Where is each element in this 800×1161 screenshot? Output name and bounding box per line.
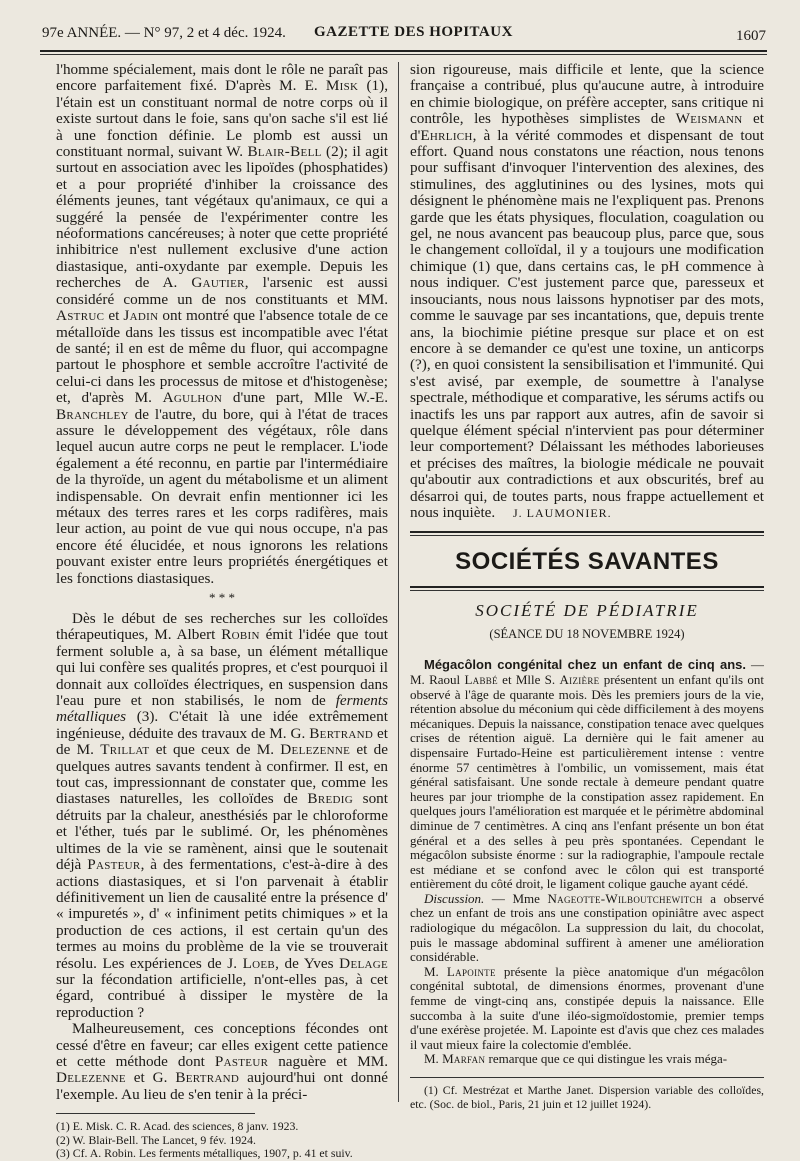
column-divider xyxy=(398,62,399,1102)
footnote-rule xyxy=(56,1113,255,1114)
society-title: SOCIÉTÉ DE PÉDIATRIE xyxy=(475,601,699,621)
footnote-rule xyxy=(410,1077,764,1078)
article-title: Mégacôlon congénital chez un enfant de cinq ans. xyxy=(424,657,747,673)
footnote: (2) W. Blair-Bell. The Lancet, 9 fév. 1924. xyxy=(56,1132,256,1147)
page-header xyxy=(42,22,766,48)
section-rule-thin xyxy=(410,590,764,591)
session-date: (SÉANCE DU 18 NOVEMBRE 1924) xyxy=(489,627,685,642)
section-title: SOCIÉTÉS SAVANTES xyxy=(455,548,719,576)
page-number: 1607 xyxy=(736,28,766,44)
header-rule-thin xyxy=(40,54,767,55)
paragraph: M. Lapointe présente la pièce anatomique d'un mégacôlon congénital subtotal, de dimensions énormes, provenant d'une femme de vingt-cinq ans, constipée depuis la naissance. Elle succomba à la suite d'une iléo-sigmoïdostomie, premier temps d'une exérèse projetée. M. Lapointe est d'avis que chez ces malades il vaut mieux faire la colectomie d'emblée. xyxy=(410,963,764,1052)
paragraph: Mégacôlon congénital chez un enfant de cinq ans. — M. Raoul Labbé et Mlle S. Aizière présentent un enfant qu'ils ont observé à l'âge de quarante mois. Dès les premiers jours de la vie, rétention absolue du méconium qui cède difficilement à des moyens mécaniques. Depuis la naissance, constipation tenace avec quelques crises de rétention aiguë. La dernière qui le fait amener au dispensaire Furtado-Heine est particulièrement intense : ventre énorme 57 centimètres à l'ombilic, un vomissement, mais état général satisfaisant. Une sonde rectale à demeure pendant quatre heures par jour triomphe de la constipation assez rapidement. En quelques jours l'amélioration est marquée et le périmètre abdominal diminue de 7 centimètres. A cinq ans l'enfant présente un bon état général et a des selles à peu près spontanées. Cependant le mégacôlon subsiste énorme : sur la radiographie, l'ampoule rectale est médiane et se confond avec le côlon qui est transporté entièrement du côté droit, le ligament colique gauche ayant cédé. xyxy=(410,657,764,892)
paragraph: M. Marfan remarque que ce qui distingue les vrais méga- xyxy=(424,1051,728,1067)
paragraph: sion rigoureuse, mais difficile et lente, que la science française a contribué, plus qu'aucune autre, à introduire en chimie biologique, on préfère accepter, sans critique ni contrôle, les hypothèses simplistes de Weismann et d'Ehrlich, à la vérité commodes et dispensant de tout effort. Quand nous constatons une réaction, nous tenons pour suffisant d'invoquer l'intervention des alexines, des stimulines, des agglutinines ou des lysines, mots qui désignent le phénomène mais ne l'expliquent pas. Prenons garde que les états physiques, floculation, coagulation ou gel, ne nous avancent pas beaucoup plus, parce que, sous le changement colloïdal, il y a toujours une modification chimique (1) que, dans certains cas, le pH commence à nous indiquer. C'est justement parce que, paresseux et insouciants, nous nous laissons hypnotiser par des mots, comme le sauvage par ses incantations, que, depuis trente ans, la biochimie piétine presque sur place et on est encore à se demander ce qu'est une toxine, un anticorps (?), en quoi consistent la sensibilisation et l'immunité. Qui s'est avisé, par exemple, de soumettre à l'analyse spectrale, méthodique et comparative, les sérums actifs ou inactifs les uns par rapport aux autres, afin de savoir si quelque élément spécial n'intervient pas pour déterminer leur comportement? Délaissant les méthodes laborieuses et précises des maîtres, la biologie médicale ne pouvait qu'aboutir aux contradictions et aux obscurités, bref au désarroi qui, de toutes parts, nous frappe actuellement et nous inquiète. J. LAUMONIER. xyxy=(410,62,764,521)
paragraph: Discussion. — Mme Nageotte-Wilboutchewitch a observé chez un enfant de trois ans une constipation opiniâtre avec aspect radiologique du mégacôlon. La suppression du lait, du chocolat, puis le massage abdominal suffirent à amener une amélioration considérable. xyxy=(410,890,764,965)
author-signature: J. LAUMONIER. xyxy=(513,505,612,520)
section-rule xyxy=(410,586,764,588)
footnote: (1) E. Misk. C. R. Acad. des sciences, 8 janv. 1923. xyxy=(56,1119,299,1134)
asterism: * * * xyxy=(209,590,235,605)
section-rule-thin xyxy=(410,535,764,536)
paragraph: Dès le début de ses recherches sur les colloïdes thérapeutiques, M. Albert Robin émit l'idée que tout ferment soluble a, à sa base, un élément métallique qui lui confère ses qualités propres, et c'est pourquoi il donnait aux colloïdes électriques, en suspension dans l'eau pure et non stabilisés, le nom de ferments métalliques (3). C'était là une idée extrêmement ingénieuse, déduite des travaux de M. G. Bertrand et de M. Trillat et que ceux de M. Delezenne et de quelques autres savants tendent à confirmer. Il est, en tout cas, impressionnant de constater que, comme les diastases naturelles, les colloïdes de Bredig sont détruits par la chaleur, anesthésiés par le chloroforme et l'éther, tués par le sublimé. Or, les phénomènes ultimes de la vie se ramènent, ainsi que le soutenait déjà Pasteur, à des fermentations, c'est-à-dire à des actions diastasiques, et si l'on parvenait à établir définitivement un lien de causalité entre la présence d' « impuretés », d' « infiniment petits chimiques » et la production de ces actions, il est certain qu'un des termes au moins du problème de la vie se trouverait résolu. Les expériences de J. Loeb, de Yves Delage sur la fécondation artificielle, n'ont-elles pas, à cet égard, contribué à dissiper le mystère de la reproduction ? xyxy=(56,610,388,1021)
section-rule xyxy=(410,531,764,533)
paragraph: l'homme spécialement, mais dont le rôle ne paraît pas encore parfaitement fixé. D'après M. E. Misk (1), l'étain est un constituant normal de notre corps où il existe surtout dans le foie, sans qu'on sache s'il est lié à une fonction définie. Le plomb est aussi un constituant normal, suivant W. Blair-Bell (2); il agit surtout en association avec les lipoïdes (phosphatides) et a pour propriété d'inhiber la croissance des éléments jeunes, tant végétaux qu'animaux, ce qui a suggéré la pensée de l'expérimenter contre les néoformations cancéreuses; à noter que cette propriété inhibitrice n'est nullement exclusive d'une action diastasique, anti-oxydante par exemple. Depuis les recherches de A. Gautier, l'arsenic est aussi considéré comme un de nos constituants et MM. Astruc et Jadin ont montré que l'absence totale de ce métalloïde dans les tissus est incompatible avec l'état de santé; il en est de même du fluor, qui accompagne partout le phosphore et semble accroître l'activité de celui-ci dans les processus de mitose et d'histogenèse; et, d'après M. Agulhon d'une part, Mlle W.-E. Branchley de l'autre, du bore, qui à l'état de traces assure le développement des végétaux, rôle dans lequel aucun autre corps ne peut le remplacer. L'iode également a été reconnu, en partie par l'intermédiaire de la thyroïde, un agent du métabolisme et un aliment indispensable. On devrait enfin mentionner ici les métaux des terres rares et les corps radifères, mais leur action, au point de vue qui nous occupe, n'a pas encore été élucidée, et nous ignorons les relations pouvant exister entre leurs propriétés énergétiques et les fonctions diastasiques. xyxy=(56,62,388,587)
footnote: (1) Cf. Mestrézat et Marthe Janet. Dispersion variable des colloïdes, etc. (Soc. de biol., Paris, 21 juin et 12 juillet 1924). xyxy=(410,1083,764,1111)
issue-info: 97e ANNÉE. — N° 97, 2 et 4 déc. 1924. xyxy=(42,25,286,41)
journal-title: GAZETTE DES HOPITAUX xyxy=(314,24,513,40)
right-column xyxy=(410,62,764,1111)
left-column xyxy=(56,62,388,1161)
footnote: (3) Cf. A. Robin. Les ferments métalliques, 1907, p. 41 et suiv. xyxy=(56,1146,353,1161)
paragraph: Malheureusement, ces conceptions fécondes ont cessé d'être en faveur; car elles exigent cette patience et cette méthode dont Pasteur naguère et MM. Delezenne et G. Bertrand aujourd'hui ont donné l'exemple. Au lieu de s'en tenir à la préci- xyxy=(56,1020,388,1103)
header-rule xyxy=(40,50,767,52)
